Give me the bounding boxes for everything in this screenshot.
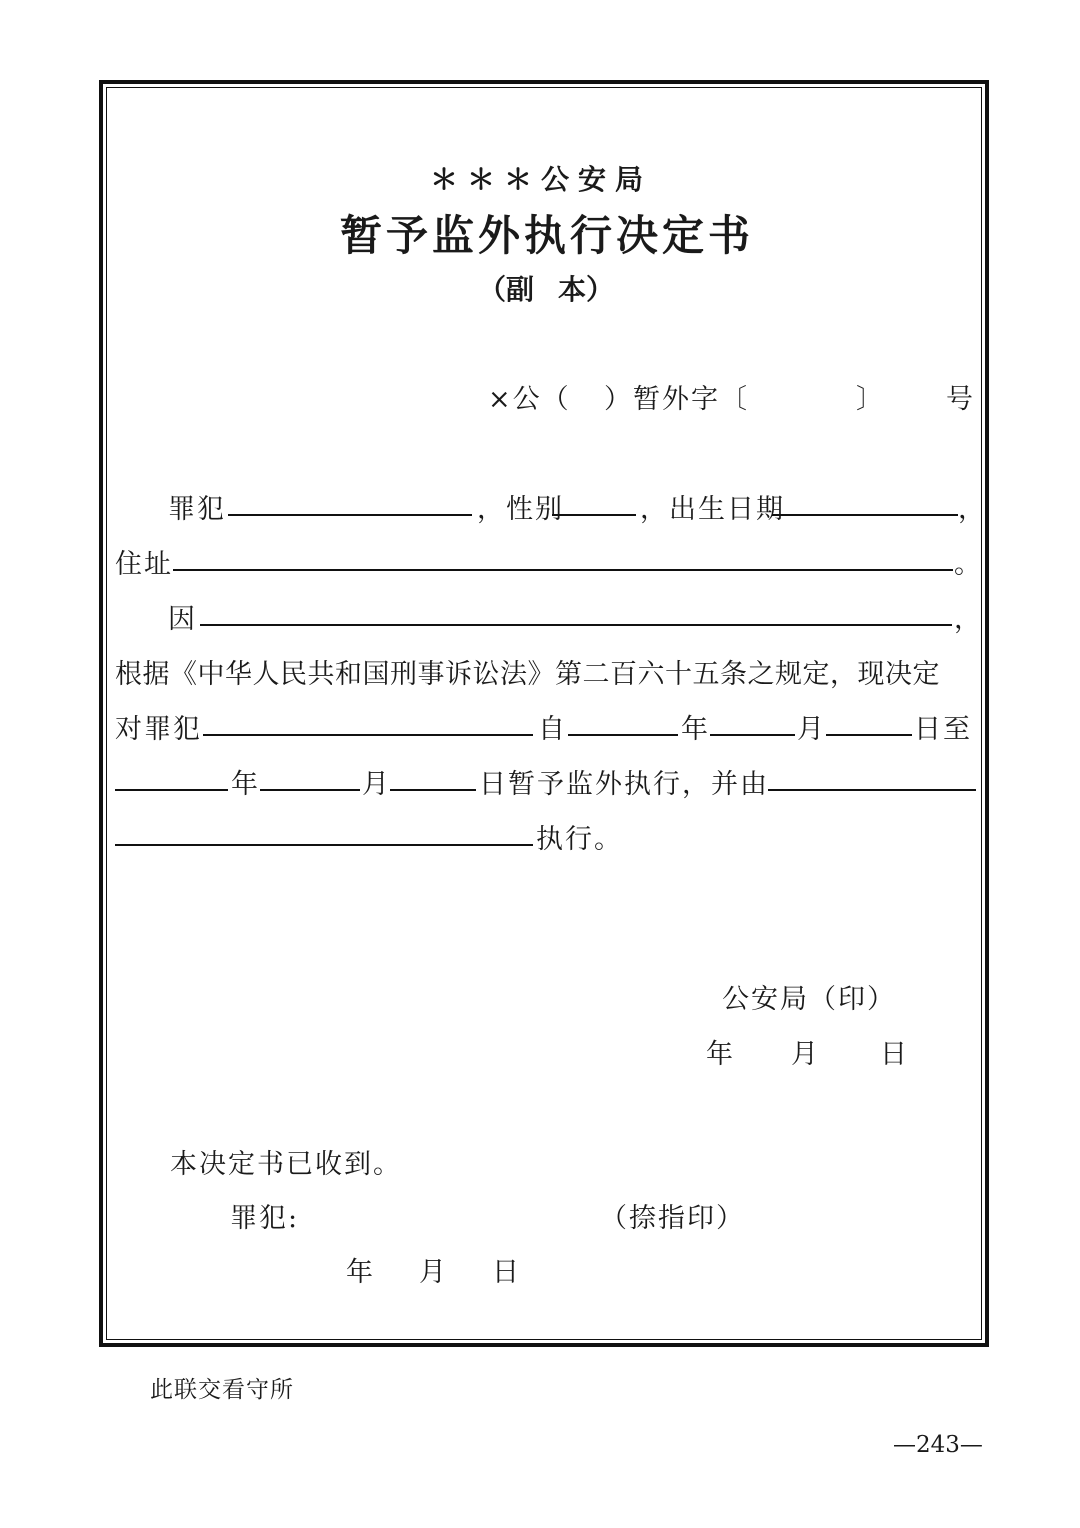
address-label: 住址 bbox=[115, 549, 173, 580]
end-year-blank[interactable] bbox=[115, 789, 228, 791]
executor-blank-1[interactable] bbox=[768, 789, 976, 791]
birth-date-label: ，出生日期 bbox=[640, 494, 785, 525]
start-year-blank[interactable] bbox=[568, 734, 678, 736]
reason-blank[interactable] bbox=[200, 624, 952, 626]
reason-label: 因 bbox=[168, 604, 197, 635]
address-period: 。 bbox=[954, 549, 983, 580]
issuing-authority: ＊＊＊公安局 bbox=[430, 163, 653, 196]
start-month-label: 月 bbox=[797, 714, 826, 745]
copy-destination-note: 此联交看守所 bbox=[150, 1377, 294, 1403]
start-year-label: 年 bbox=[681, 714, 710, 745]
start-day-blank[interactable] bbox=[826, 734, 912, 736]
issuer-year: 年 bbox=[706, 1039, 735, 1070]
gender-blank[interactable] bbox=[552, 514, 636, 516]
doc-number-mid: ）暂外字〔 bbox=[604, 384, 749, 415]
page-number: —243— bbox=[893, 1432, 983, 1458]
release-text: 日暂予监外执行，并由 bbox=[479, 769, 769, 800]
legal-basis-text: 根据《中华人民共和国刑事诉讼法》第二百六十五条之规定，现决定 bbox=[115, 659, 940, 690]
issuer-month: 月 bbox=[791, 1039, 820, 1070]
issuer-seal: 公安局（印） bbox=[722, 984, 896, 1015]
day-to-label: 日至 bbox=[914, 714, 972, 745]
execute-label: 执行。 bbox=[536, 824, 623, 855]
copy-label-close: 本） bbox=[558, 273, 615, 306]
document-title: 暂予监外执行决定书 bbox=[340, 211, 755, 260]
doc-number-prefix: ×公（ bbox=[488, 384, 571, 415]
receipt-year: 年 bbox=[346, 1257, 375, 1288]
copy-label-open: （副 bbox=[478, 273, 535, 306]
doc-number-suffix: 号 bbox=[946, 384, 975, 415]
receipt-day: 日 bbox=[492, 1257, 521, 1288]
to-criminal-blank[interactable] bbox=[203, 734, 533, 736]
gender-label: ，性别 bbox=[477, 494, 564, 525]
issuer-day: 日 bbox=[880, 1039, 909, 1070]
to-criminal-label: 对罪犯 bbox=[115, 714, 202, 745]
line1-comma: ， bbox=[958, 494, 987, 525]
receipt-criminal-label: 罪犯: bbox=[230, 1203, 300, 1234]
fingerprint-label: （捺指印） bbox=[600, 1203, 745, 1234]
from-label: 自 bbox=[538, 714, 567, 745]
end-month-label: 月 bbox=[362, 769, 391, 800]
end-month-blank[interactable] bbox=[260, 789, 360, 791]
executor-blank-2[interactable] bbox=[115, 844, 533, 846]
criminal-label: 罪犯 bbox=[168, 494, 226, 525]
receipt-month: 月 bbox=[419, 1257, 448, 1288]
address-blank[interactable] bbox=[173, 569, 953, 571]
end-day-blank[interactable] bbox=[390, 789, 476, 791]
doc-number-bracket-close: 〕 bbox=[856, 384, 885, 415]
end-year-label: 年 bbox=[231, 769, 260, 800]
criminal-name-blank[interactable] bbox=[228, 514, 472, 516]
receipt-confirmation: 本决定书已收到。 bbox=[170, 1149, 402, 1180]
start-month-blank[interactable] bbox=[710, 734, 795, 736]
reason-comma: ， bbox=[954, 604, 983, 635]
birth-date-blank[interactable] bbox=[772, 514, 958, 516]
